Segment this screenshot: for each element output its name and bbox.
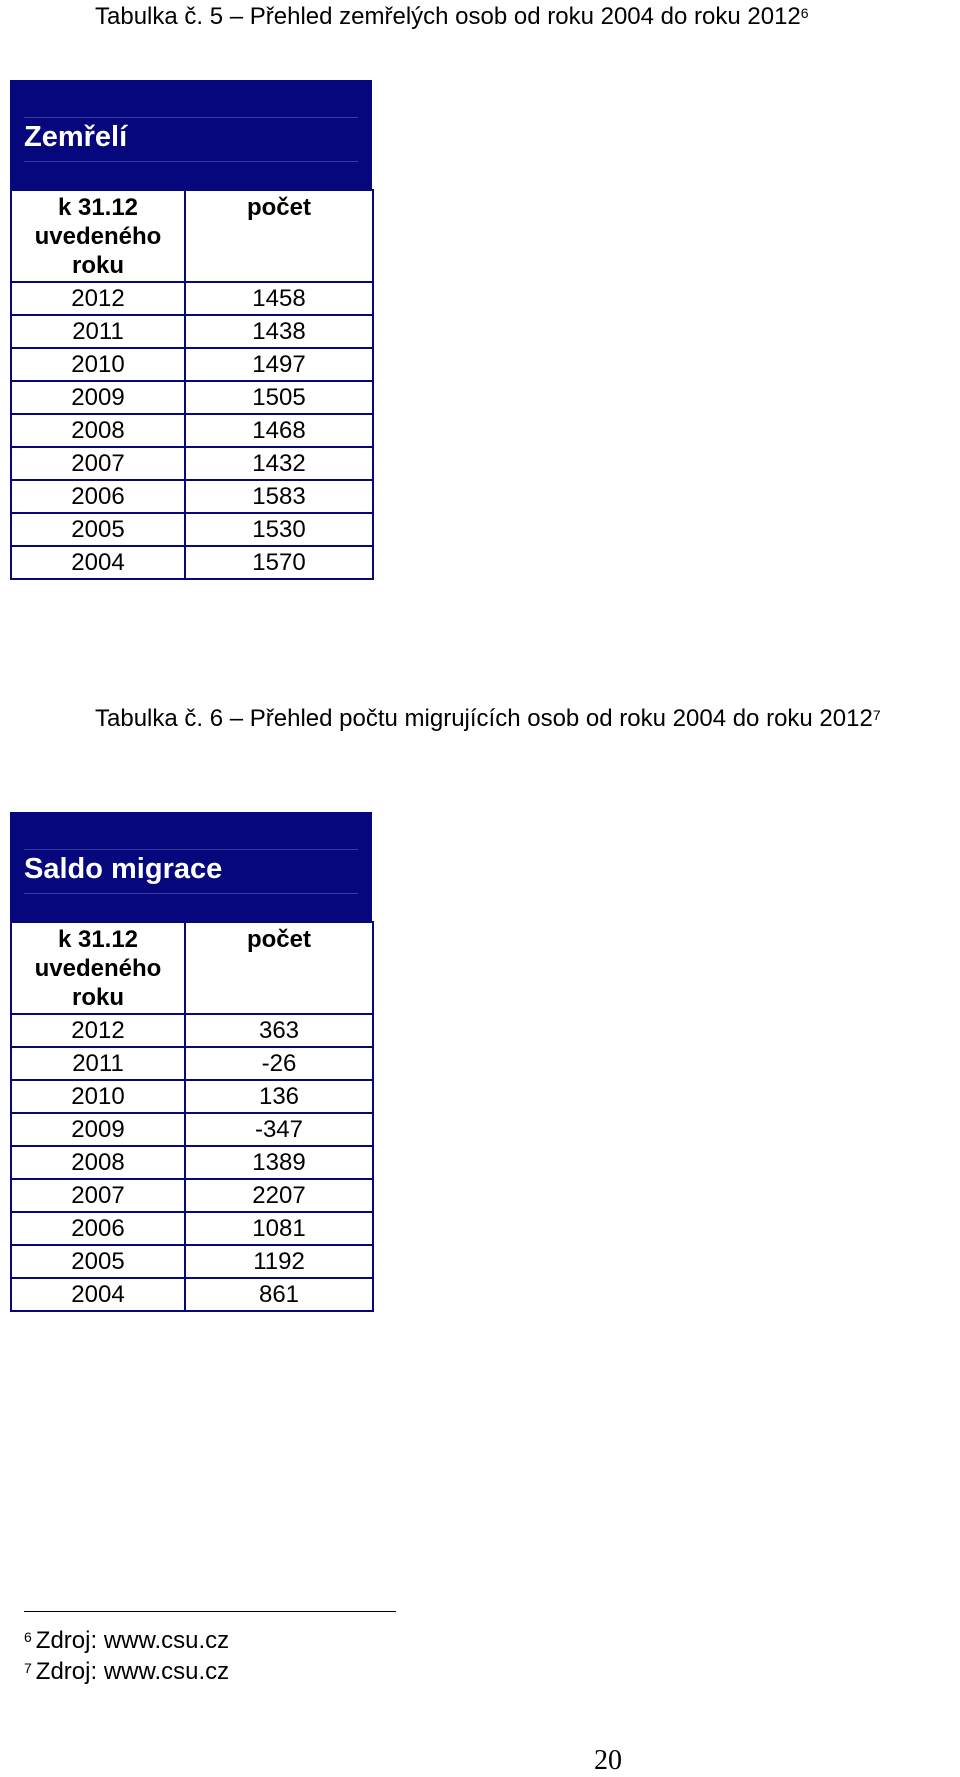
year-cell: 2005 — [11, 513, 185, 546]
table5-col-year-header — [11, 190, 185, 282]
col-year-line1: k 31.12 — [57, 926, 139, 953]
table-row — [11, 1212, 373, 1245]
year-cell: 2006 — [11, 480, 185, 513]
year-cell: 2010 — [11, 1080, 185, 1113]
footnote-text: Zdroj: www.csu.cz — [35, 1627, 230, 1654]
table-row — [11, 1080, 373, 1113]
table6-header-rule — [24, 893, 358, 894]
value-cell: 1438 — [185, 315, 373, 348]
value-cell: 1458 — [185, 282, 373, 315]
value-cell: 363 — [185, 1014, 373, 1047]
footnote-mark: 7 — [24, 1660, 32, 1676]
value-cell: 2207 — [185, 1179, 373, 1212]
value-cell: 136 — [185, 1080, 373, 1113]
year-cell: 2012 — [11, 282, 185, 315]
table-row — [11, 1245, 373, 1278]
year-cell: 2009 — [11, 381, 185, 414]
table6-caption-note: 7 — [872, 707, 881, 723]
value-cell: 1389 — [185, 1146, 373, 1179]
value-cell: 1432 — [185, 447, 373, 480]
table-row — [11, 348, 373, 381]
table5-caption — [95, 2, 809, 32]
year-cell: 2007 — [11, 1179, 185, 1212]
table5-header-rule — [24, 161, 358, 162]
year-cell: 2012 — [11, 1014, 185, 1047]
value-cell: -26 — [185, 1047, 373, 1080]
col-year-line2: uvedeného — [34, 223, 162, 250]
footnote-text: Zdroj: www.csu.cz — [35, 1658, 230, 1685]
year-cell: 2011 — [11, 1047, 185, 1080]
table5 — [10, 80, 372, 580]
year-cell: 2004 — [11, 546, 185, 579]
table-row — [11, 1146, 373, 1179]
year-cell: 2011 — [11, 315, 185, 348]
table6-header — [10, 812, 372, 921]
table6-caption — [95, 704, 881, 734]
table6-header-title: Saldo migrace — [24, 853, 223, 885]
table6-col-year-header — [11, 922, 185, 1014]
table-row — [11, 1113, 373, 1146]
table5-caption-text: Tabulka č. 5 – Přehled zemřelých osob od roku 2004 do roku 2012 — [95, 3, 801, 30]
table5-grid — [10, 189, 374, 580]
value-cell: -347 — [185, 1113, 373, 1146]
table6-column-header-row — [11, 922, 373, 1014]
year-cell: 2004 — [11, 1278, 185, 1311]
table5-header-title: Zemřelí — [24, 121, 128, 153]
table-row — [11, 1014, 373, 1047]
table-row — [11, 315, 373, 348]
table-row — [11, 447, 373, 480]
year-cell: 2008 — [11, 414, 185, 447]
year-cell: 2009 — [11, 1113, 185, 1146]
table5-caption-note: 6 — [800, 5, 809, 21]
table-row — [11, 381, 373, 414]
value-cell: 1192 — [185, 1245, 373, 1278]
value-cell: 1505 — [185, 381, 373, 414]
table-row — [11, 1047, 373, 1080]
col-year-line2: uvedeného — [34, 955, 162, 982]
table6-caption-text: Tabulka č. 6 – Přehled počtu migrujících osob od roku 2004 do roku 2012 — [95, 705, 873, 732]
year-cell: 2005 — [11, 1245, 185, 1278]
value-cell: 1497 — [185, 348, 373, 381]
value-cell: 1583 — [185, 480, 373, 513]
value-cell: 1081 — [185, 1212, 373, 1245]
year-cell: 2008 — [11, 1146, 185, 1179]
year-cell: 2006 — [11, 1212, 185, 1245]
col-year-line3: roku — [71, 252, 124, 279]
table-row — [11, 282, 373, 315]
value-cell: 1530 — [185, 513, 373, 546]
table5-header — [10, 80, 372, 189]
table5-column-header-row — [11, 190, 373, 282]
table-row — [11, 480, 373, 513]
table-row — [11, 1278, 373, 1311]
footnote-separator — [24, 1611, 396, 1612]
value-cell: 1468 — [185, 414, 373, 447]
page-number: 20 — [594, 1745, 622, 1776]
table6-header-rule — [24, 849, 358, 850]
table-row — [11, 546, 373, 579]
footnote-7 — [24, 1657, 229, 1687]
table6-col-count-header: počet — [185, 922, 373, 1014]
table5-col-count-header: počet — [185, 190, 373, 282]
table-row — [11, 1179, 373, 1212]
table6-grid — [10, 921, 374, 1312]
table-row — [11, 513, 373, 546]
value-cell: 1570 — [185, 546, 373, 579]
table-row — [11, 414, 373, 447]
value-cell: 861 — [185, 1278, 373, 1311]
footnote-mark: 6 — [24, 1629, 32, 1645]
col-year-line1: k 31.12 — [57, 194, 139, 221]
year-cell: 2010 — [11, 348, 185, 381]
year-cell: 2007 — [11, 447, 185, 480]
table6 — [10, 812, 372, 1312]
table5-header-rule — [24, 117, 358, 118]
col-year-line3: roku — [71, 984, 124, 1011]
footnote-6 — [24, 1626, 229, 1656]
